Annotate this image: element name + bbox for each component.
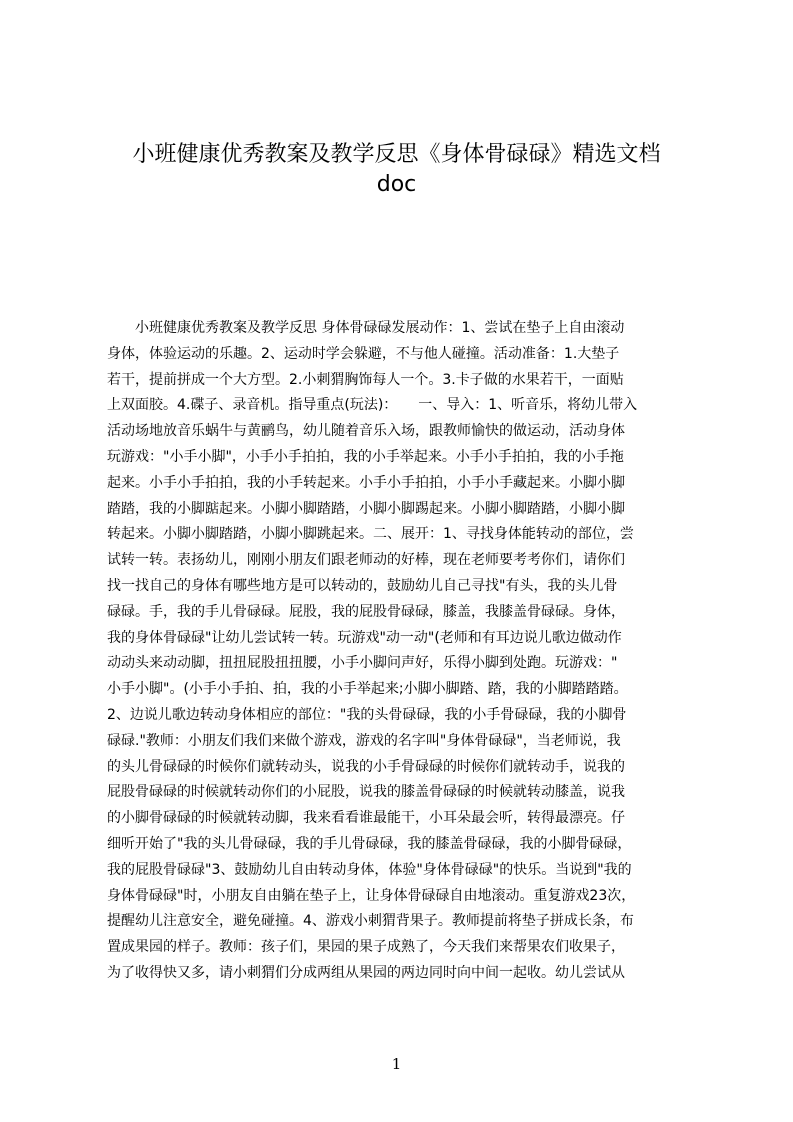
body-line: 我的身体骨碌碌"让幼儿尝试转一转。玩游戏"动一动"(老师和有耳边说儿歌边做动作 (107, 629, 622, 646)
body-line: 小手小脚"。(小手小手拍、拍，我的小手举起来;小脚小脚踏、踏，我的小脚踏踏踏。 (107, 681, 628, 698)
page-number: 1 (391, 1055, 402, 1073)
body-line: 2、边说儿歌边转动身体相应的部位："我的头骨碌碌，我的小手骨碌碌，我的小脚骨 (107, 706, 627, 723)
body-line: 小班健康优秀教案及教学反思 身体骨碌碌发展动作：1、尝试在垫子上自由滚动 (107, 320, 625, 336)
body-line: 细听开始了"我的头儿骨碌碌，我的手儿骨碌碌，我的膝盖骨碌碌，我的小脚骨碌碌， (107, 835, 632, 852)
body-line: 置成果园的样子。教师：孩子们，果园的果子成熟了，今天我们来帮果农们收果子， (107, 939, 625, 956)
document-title (60, 140, 733, 200)
body-line: 身体，体验运动的乐趣。2、运动时学会躲避，不与他人碰撞。活动准备：1.大垫子 (107, 345, 620, 362)
body-line: 踏踏，我的小脚踮起来。小脚小脚踏踏，小脚小脚踢起来。小脚小脚踏踏，小脚小脚 (107, 500, 625, 517)
body-line: 的头儿骨碌碌的时候你们就转动头，说我的小手骨碌碌的时候你们就转动手，说我的 (107, 758, 625, 775)
body-line: 的小脚骨碌碌的时候就转动脚，我来看看谁最能干，小耳朵最会听，转得最漂亮。仔 (107, 810, 625, 827)
body-line: 提醒幼儿注意安全，避免碰撞。4、游戏小刺猬背果子。教师提前将垫子拼成长条，布 (107, 913, 634, 930)
body-line: 动动头来动动脚，扭扭屁股扭扭腰，小手小脚问声好，乐得小脚到处跑。玩游戏：" (107, 655, 618, 672)
body-line: 身体骨碌碌"时，小朋友自由躺在垫子上，让身体骨碌碌自由地滚动。重复游戏23次， (107, 887, 636, 904)
body-line: 玩游戏："小手小脚"，小手小手拍拍，我的小手举起来。小手小手拍拍，我的小手拖 (107, 448, 624, 465)
body-line: 若干，提前拼成一个大方型。2.小刺猬胸饰每人一个。3.卡子做的水果若干，一面贴 (107, 371, 624, 388)
body-line: 起来。小手小手拍拍，我的小手转起来。小手小手拍拍，小手小手藏起来。小脚小脚 (107, 474, 625, 491)
body-line: 为了收得快又多，请小刺猬们分成两组从果园的两边同时向中间一起收。幼儿尝试从 (107, 964, 625, 981)
title-line-1: 小班健康优秀教案及教学反思《身体骨碌碌》精选文档 (132, 142, 661, 167)
body-line: 转起来。小脚小脚踏踏，小脚小脚跳起来。二、展开：1、寻找身体能转动的部位，尝 (107, 526, 634, 543)
body-line: 碌碌。手，我的手儿骨碌碌。屁股，我的屁股骨碌碌，膝盖，我膝盖骨碌碌。身体， (107, 603, 625, 620)
body-line: 试转一转。表扬幼儿，刚刚小朋友们跟老师动的好棒，现在老师要考考你们，请你们 (107, 552, 625, 569)
body-line: 找一找自己的身体有哪些地方是可以转动的，鼓励幼儿自己寻找"有头，我的头儿骨 (107, 577, 618, 594)
body-line: 活动场地放音乐蜗牛与黄鹂鸟，幼儿随着音乐入场，跟教师愉快的做运动，活动身体 (107, 423, 625, 440)
body-paragraph (107, 316, 698, 987)
title-line-2: doc (376, 172, 417, 197)
body-line: 屁股骨碌碌的时候就转动你们的小屁股，说我的膝盖骨碌碌的时候就转动膝盖，说我 (107, 784, 625, 801)
body-line: 碌碌."教师：小朋友们我们来做个游戏，游戏的名字叫"身体骨碌碌"，当老师说，我 (107, 732, 621, 749)
body-line: 上双面胶。4.碟子、录音机。指导重点(玩法)： 一、导入：1、听音乐，将幼儿带入 (107, 397, 638, 414)
body-line: 我的屁股骨碌碌"3、鼓励幼儿自由转动身体，体验"身体骨碌碌"的快乐。当说到"我的 (107, 861, 632, 878)
